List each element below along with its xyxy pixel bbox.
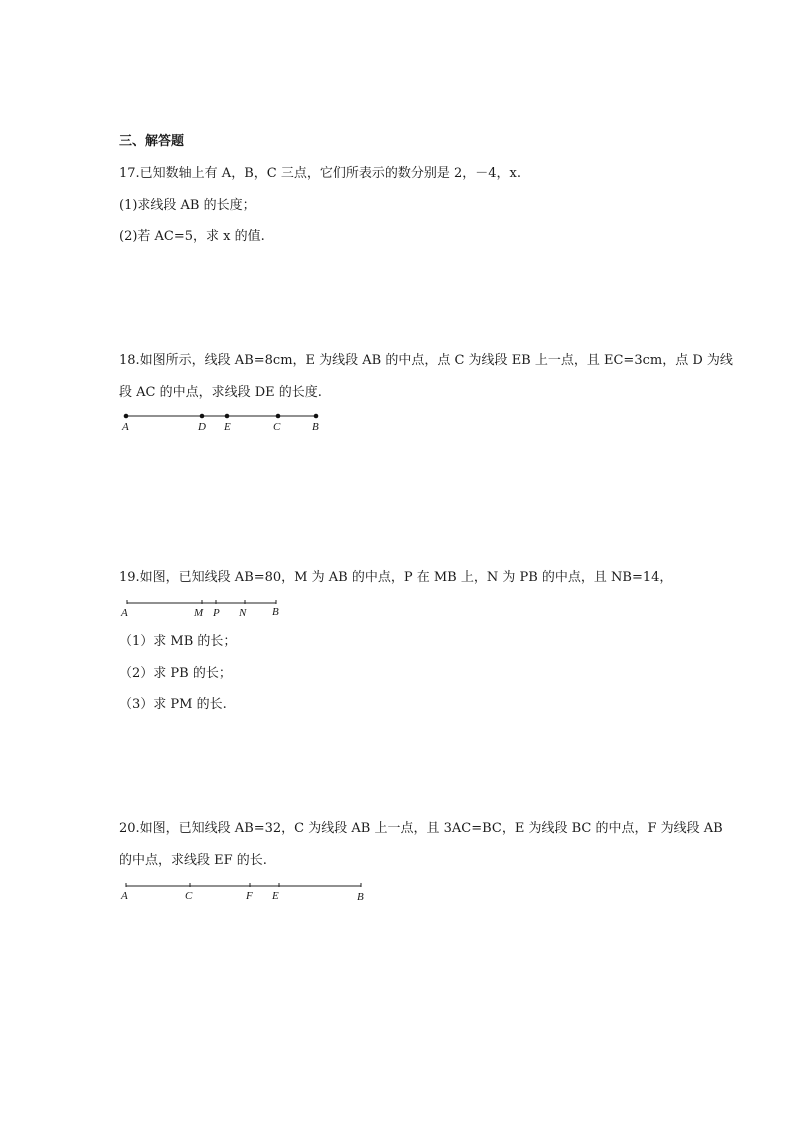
- q19-label-p: P: [213, 607, 220, 619]
- q18-label-c: C: [273, 421, 281, 433]
- q18-segment-diagram: [115, 408, 330, 434]
- section-title: 三、解答题: [119, 134, 185, 149]
- q17-stem: 17.已知数轴上有 A，B，C 三点，它们所表示的数分别是 2，－4，x.: [119, 166, 521, 181]
- q19-segment-diagram: [115, 598, 290, 622]
- q18-label-a: A: [122, 421, 129, 433]
- q20-stem-line2: 的中点，求线段 EF 的长.: [119, 853, 267, 868]
- q18-label-e: E: [224, 421, 231, 433]
- q20-label-b: B: [357, 891, 364, 903]
- q19-part2: （2）求 PB 的长；: [119, 666, 232, 681]
- q20-label-e: E: [272, 890, 279, 902]
- q17-part2: (2)若 AC=5，求 x 的值.: [119, 229, 265, 244]
- q18-stem-line1: 18.如图所示，线段 AB=8cm，E 为线段 AB 的中点，点 C 为线段 EB 上一点，且 EC=3cm，点 D 为线: [119, 353, 733, 368]
- q20-label-a: A: [121, 890, 128, 902]
- q20-segment-diagram: [115, 880, 375, 906]
- q19-label-b: B: [272, 606, 279, 618]
- q19-part1: （1）求 MB 的长；: [119, 634, 237, 649]
- q18-point-e: [225, 414, 230, 419]
- q18-point-a: [124, 414, 129, 419]
- q17-part1: (1)求线段 AB 的长度；: [119, 198, 256, 213]
- q19-stem: 19.如图，已知线段 AB=80，M 为 AB 的中点，P 在 MB 上，N 为 PB 的中点，且 NB=14，: [119, 570, 673, 585]
- q18-point-b: [314, 414, 319, 419]
- q18-label-b: B: [312, 421, 319, 433]
- q18-stem-line2: 段 AC 的中点，求线段 DE 的长度.: [119, 385, 322, 400]
- q19-label-n: N: [239, 607, 247, 619]
- q18-point-d: [200, 414, 205, 419]
- q18-label-d: D: [198, 421, 206, 433]
- q20-label-f: F: [246, 890, 253, 902]
- q19-label-m: M: [194, 607, 204, 619]
- q20-stem-line1: 20.如图，已知线段 AB=32，C 为线段 AB 上一点，且 3AC=BC，E 为线段 BC 的中点，F 为线段 AB: [119, 821, 723, 836]
- q20-label-c: C: [185, 890, 193, 902]
- q18-point-c: [276, 414, 281, 419]
- q19-label-a: A: [121, 607, 128, 619]
- q19-part3: （3）求 PM 的长.: [119, 697, 227, 712]
